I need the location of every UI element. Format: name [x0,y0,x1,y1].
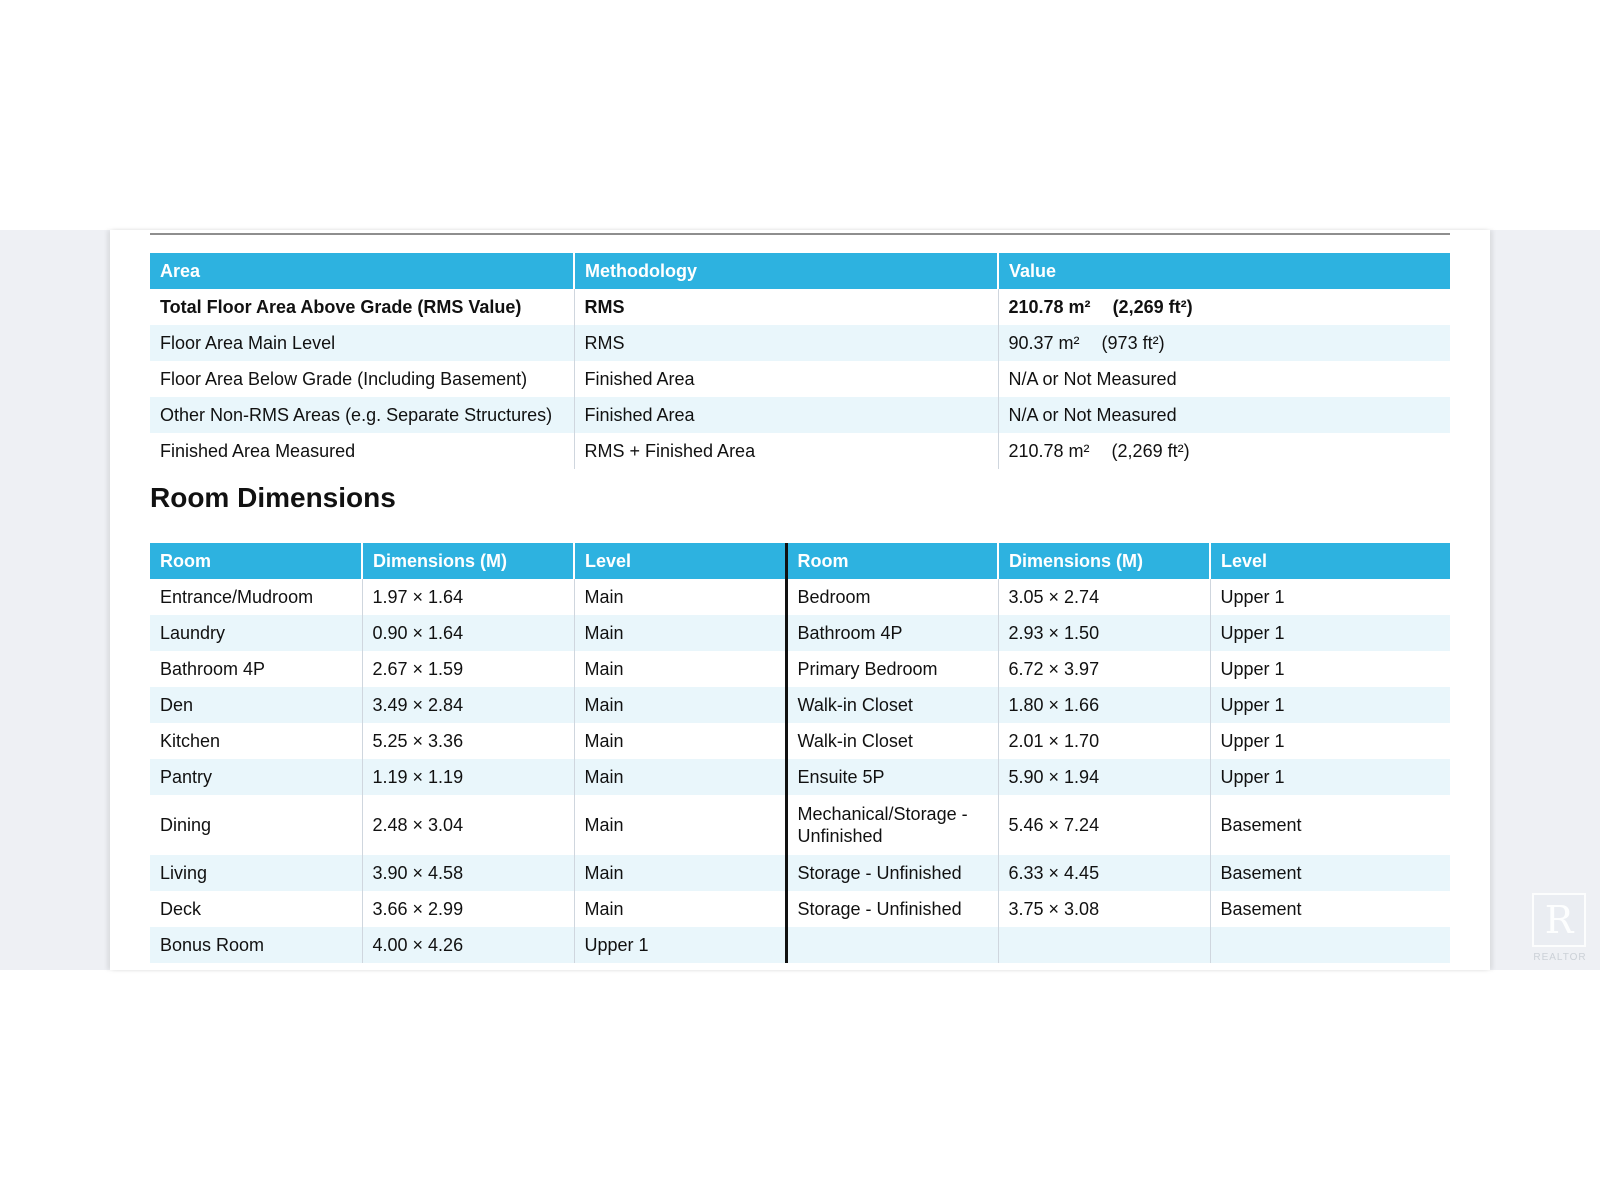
table-row [150,651,1450,687]
header-dimensions: Dimensions (M) [362,543,574,579]
table-row [150,891,1450,927]
method-cell: Finished Area [574,361,998,397]
room-dimensions: 2.01 × 1.70 [998,723,1210,759]
room-level: Upper 1 [1210,615,1450,651]
table-row [150,397,1450,433]
room-level: Main [574,759,786,795]
value-cell [998,289,1450,325]
room-level: Basement [1210,855,1450,891]
room-level: Main [574,615,786,651]
room-name: Walk-in Closet [786,687,998,723]
floor-area-table [150,253,1450,469]
room-dimensions: 5.25 × 3.36 [362,723,574,759]
room-level: Upper 1 [1210,723,1450,759]
room-dimensions: 1.19 × 1.19 [362,759,574,795]
room-level: Main [574,855,786,891]
room-name: Laundry [160,622,226,643]
header-area: Area [150,253,574,289]
header-level: Level [1210,543,1450,579]
room-name: Den [160,694,194,715]
room-level [1210,927,1450,963]
document-page [110,230,1490,970]
header-room: Room [150,543,362,579]
value-cell [998,361,1450,397]
room-dimensions: 2.93 × 1.50 [998,615,1210,651]
room-dimensions: 0.90 × 1.64 [362,615,574,651]
room-level: Upper 1 [574,927,786,963]
table-row [150,579,1450,615]
room-level: Upper 1 [1210,579,1450,615]
room-dimensions: 3.05 × 2.74 [998,579,1210,615]
value-metric: 210.78 m² [1008,296,1091,317]
value-metric: N/A or Not Measured [1008,404,1177,425]
floor-area-header-row [150,253,1450,289]
value-cell [998,433,1450,469]
room-name: Walk-in Closet [786,723,998,759]
room-level: Upper 1 [1210,651,1450,687]
room-name: Ensuite 5P [786,759,998,795]
room-dimensions-table [150,543,1450,963]
room-name: Pantry [160,766,213,787]
header-value: Value [998,253,1450,289]
method-cell: RMS [574,289,998,325]
room-name: Bathroom 4P [160,658,266,679]
value-metric: N/A or Not Measured [1008,368,1177,389]
room-level: Main [574,891,786,927]
room-name: Entrance/Mudroom [160,586,314,607]
area-cell: Floor Area Main Level [160,332,336,353]
value-imperial: (2,269 ft²) [1111,440,1190,461]
area-cell: Floor Area Below Grade (Including Basement) [160,368,528,389]
room-dimensions: 6.72 × 3.97 [998,651,1210,687]
room-dimensions: 3.90 × 4.58 [362,855,574,891]
value-imperial: (2,269 ft²) [1112,296,1193,317]
table-row [150,289,1450,325]
table-row [150,855,1450,891]
room-name: Primary Bedroom [786,651,998,687]
header-room: Room [786,543,998,579]
room-level: Main [574,579,786,615]
value-imperial: (973 ft²) [1101,332,1165,353]
header-level: Level [574,543,786,579]
room-dimensions: 3.66 × 2.99 [362,891,574,927]
value-metric: 90.37 m² [1008,332,1080,353]
room-name: Kitchen [160,730,221,751]
room-dimensions-heading: Room Dimensions [150,482,396,513]
room-header-row [150,543,1450,579]
room-dimensions: 1.80 × 1.66 [998,687,1210,723]
method-cell: RMS [574,325,998,361]
room-name: Mechanical/Storage - Unfinished [786,795,998,855]
room-dimensions: 2.48 × 3.04 [362,795,574,855]
room-name [786,927,998,963]
room-level: Upper 1 [1210,759,1450,795]
table-row [150,325,1450,361]
table-row [150,687,1450,723]
table-row [150,723,1450,759]
table-row [150,927,1450,963]
room-dimensions: 6.33 × 4.45 [998,855,1210,891]
realtor-watermark-text: REALTOR [1533,952,1587,963]
room-dimensions: 5.46 × 7.24 [998,795,1210,855]
realtor-logo-icon: R [1532,893,1586,947]
room-dimensions: 5.90 × 1.94 [998,759,1210,795]
room-name: Living [160,862,208,883]
room-level: Main [574,651,786,687]
room-name: Bedroom [786,579,998,615]
area-cell: Other Non-RMS Areas (e.g. Separate Structures) [160,404,553,425]
room-dimensions: 2.67 × 1.59 [362,651,574,687]
table-row [150,361,1450,397]
top-rule [150,233,1450,235]
room-level: Upper 1 [1210,687,1450,723]
room-level: Main [574,795,786,855]
room-dimensions: 4.00 × 4.26 [362,927,574,963]
room-name: Bathroom 4P [786,615,998,651]
room-level: Main [574,687,786,723]
room-dimensions [998,927,1210,963]
room-name: Storage - Unfinished [786,855,998,891]
method-cell: RMS + Finished Area [574,433,998,469]
value-cell [998,397,1450,433]
room-level: Main [574,723,786,759]
room-name: Deck [160,898,202,919]
area-cell: Total Floor Area Above Grade (RMS Value) [160,296,522,317]
table-row [150,615,1450,651]
room-name: Dining [160,814,212,835]
room-dimensions: 3.75 × 3.08 [998,891,1210,927]
value-cell [998,325,1450,361]
area-cell: Finished Area Measured [160,440,356,461]
table-row [150,795,1450,855]
table-row [150,433,1450,469]
room-dimensions: 3.49 × 2.84 [362,687,574,723]
room-level: Basement [1210,891,1450,927]
room-dimensions: 1.97 × 1.64 [362,579,574,615]
table-row [150,759,1450,795]
value-metric: 210.78 m² [1008,440,1090,461]
method-cell: Finished Area [574,397,998,433]
header-dimensions: Dimensions (M) [998,543,1210,579]
header-methodology: Methodology [574,253,998,289]
room-level: Basement [1210,795,1450,855]
room-name: Storage - Unfinished [786,891,998,927]
room-name: Bonus Room [160,934,265,955]
